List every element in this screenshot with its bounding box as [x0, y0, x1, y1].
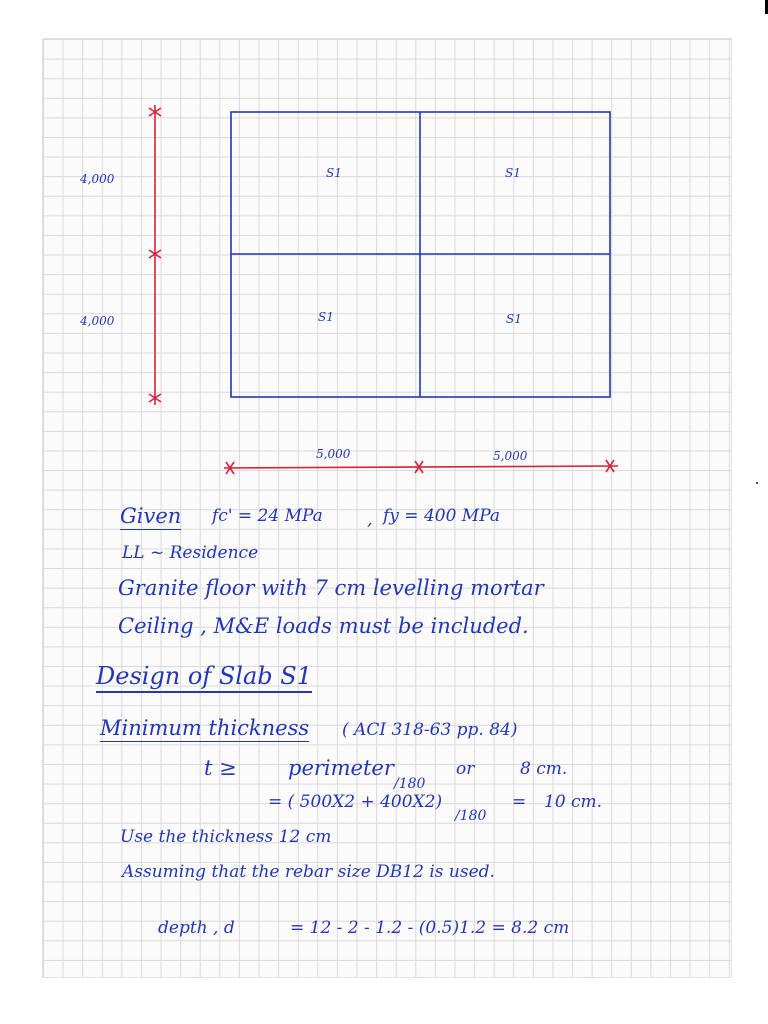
live-load-line: LL ~ Residence [122, 543, 259, 563]
divisor-180: /180 [455, 808, 487, 824]
perimeter-label: perimeter [288, 756, 394, 780]
ten-cm-result: 10 cm. [544, 792, 603, 812]
panel-label: S1 [326, 166, 342, 180]
floor-finish-line: Granite floor with 7 cm levelling mortar [118, 576, 544, 600]
ceiling-line: Ceiling , M&E loads must be included. [118, 614, 529, 638]
eight-cm-value: 8 cm. [520, 759, 568, 779]
given-separator: , [367, 510, 373, 530]
concrete-strength: fc' = 24 MPa [212, 506, 323, 526]
dim-label-bottom-left: 5,000 [316, 447, 351, 461]
slab-panels [231, 112, 610, 397]
or-word: or [456, 759, 475, 779]
use-thickness-line: Use the thickness 12 cm [120, 827, 332, 847]
horizontal-dimension-line [224, 460, 618, 474]
depth-label: depth , d [158, 918, 235, 938]
design-heading: Design of Slab S1 [96, 662, 312, 693]
rebar-assumption-line: Assuming that the rebar size DB12 is used. [122, 862, 495, 882]
aci-reference: ( ACI 318-63 pp. 84) [342, 720, 518, 740]
thickness-symbol: t ≥ [204, 756, 237, 780]
divisor-180: /180 [394, 776, 426, 792]
dim-label-left-upper: 4,000 [80, 172, 115, 186]
dim-label-bottom-right: 5,000 [493, 449, 528, 463]
panel-label: S1 [505, 166, 521, 180]
vertical-dimension-line [149, 105, 161, 405]
perimeter-calc: = ( 500X2 + 400X2) [268, 792, 443, 812]
panel-label: S1 [506, 312, 522, 326]
equals-sign: = [512, 792, 527, 812]
panel-label: S1 [318, 310, 334, 324]
steel-strength: fy = 400 MPa [383, 506, 501, 526]
dim-label-left-lower: 4,000 [80, 314, 115, 328]
depth-calc: = 12 - 2 - 1.2 - (0.5)1.2 = 8.2 cm [290, 918, 570, 938]
given-heading: Given [120, 504, 182, 528]
min-thickness-heading: Minimum thickness [100, 716, 310, 740]
